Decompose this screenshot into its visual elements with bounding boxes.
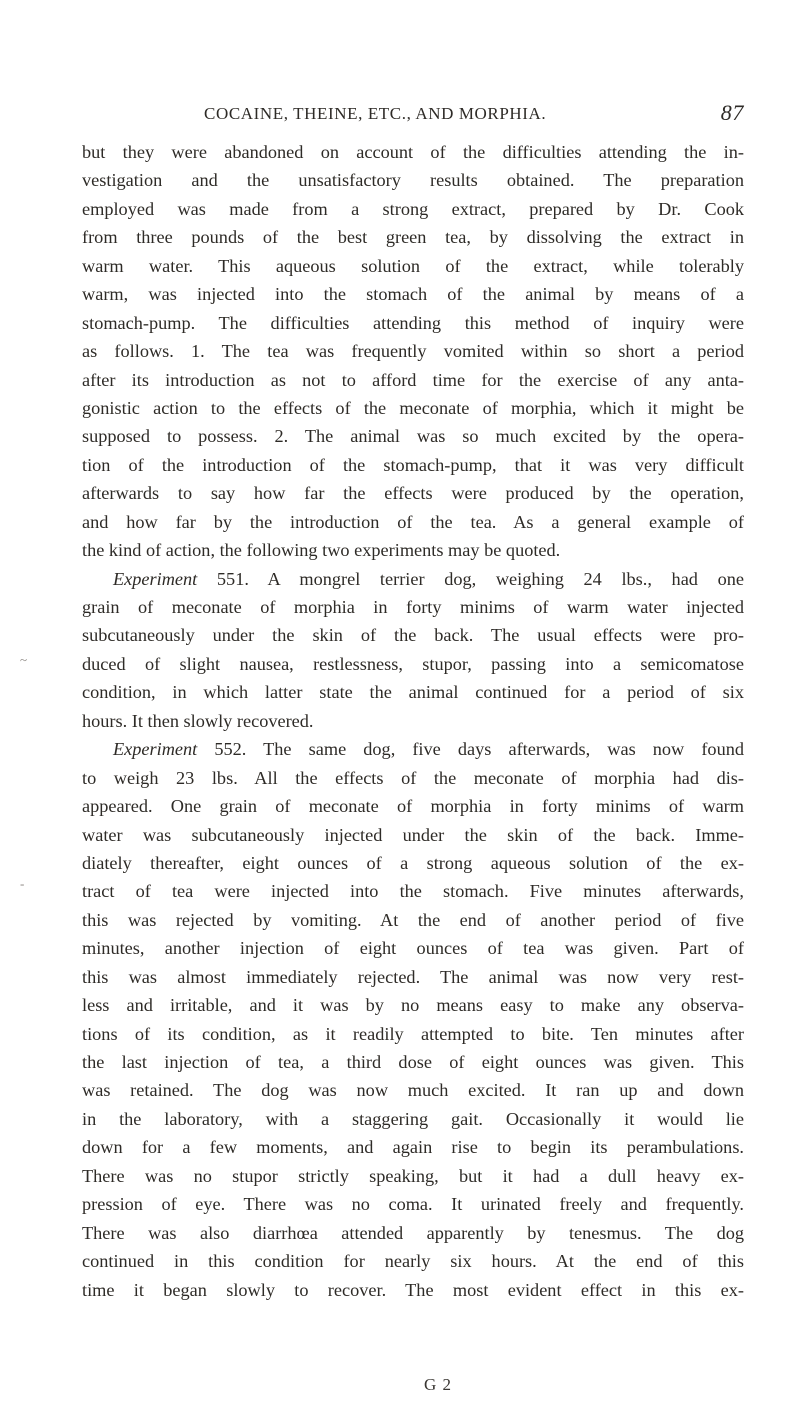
text-line [82, 764, 744, 792]
line-text: tion of the introduction of the stomach-pump, that it was very difficult [82, 454, 744, 475]
text-line [82, 678, 744, 706]
line-text: after its introduction as not to afford time for the exercise of any anta- [82, 369, 744, 390]
signature-mark: G 2 [424, 1375, 453, 1394]
line-text: but they were abandoned on account of the difficulties attending the in- [82, 142, 744, 162]
text-line [82, 593, 744, 621]
text-line [82, 508, 744, 536]
text-line [82, 565, 744, 593]
line-text: stomach-pump. The difficulties attending this method of inquiry were [82, 312, 744, 333]
text-line [82, 138, 744, 166]
text-line [82, 451, 744, 479]
body-text [82, 138, 744, 1304]
line-text: employed was made from a strong extract, prepared by Dr. Cook [82, 198, 744, 219]
line-text: appeared. One grain of meconate of morphia in forty minims of warm [82, 796, 744, 817]
text-line [82, 707, 744, 735]
line-text: time it began slowly to recover. The most evident effect in this ex- [82, 1279, 744, 1300]
page-number: 87 [720, 100, 744, 125]
line-text: less and irritable, and it was by no means easy to make any observa- [82, 995, 744, 1016]
line-text: in the laboratory, with a staggering gait. Occasionally it would lie [82, 1108, 744, 1129]
line-text: down for a few moments, and again rise to begin its perambulations. [82, 1137, 744, 1158]
line-text: the kind of action, the following two experiments may be quoted. [82, 540, 561, 561]
text-line [82, 963, 744, 991]
line-text: duced of slight nausea, restlessness, stupor, passing into a semicomatose [82, 653, 744, 674]
line-text: hours. It then slowly recovered. [82, 710, 314, 731]
text-line [82, 991, 744, 1019]
text-line [82, 223, 744, 251]
text-line [82, 1020, 744, 1048]
text-line [82, 1076, 744, 1104]
text-line [82, 337, 744, 365]
line-text: afterwards to say how far the effects were produced by the operation, [82, 483, 744, 504]
line-text: this was rejected by vomiting. At the end of another period of five [82, 909, 744, 930]
text-line [82, 621, 744, 649]
line-text: There was no stupor strictly speaking, but it had a dull heavy ex- [82, 1165, 744, 1186]
line-text: warm water. This aqueous solution of the extract, while tolerably [82, 255, 744, 276]
text-line [82, 1133, 744, 1161]
line-text: to weigh 23 lbs. All the effects of the meconate of morphia had dis- [82, 767, 744, 788]
line-text: tions of its condition, as it readily attempted to bite. Ten minutes after [82, 1023, 744, 1044]
line-text: pression of eye. There was no coma. It urinated freely and frequently. [82, 1194, 744, 1215]
text-line [82, 366, 744, 394]
text-line [82, 1247, 744, 1275]
text-line [82, 821, 744, 849]
line-text: 552. The same dog, five days afterwards, was now found [214, 739, 744, 760]
text-line [82, 479, 744, 507]
line-text: grain of meconate of morphia in forty minims of warm water injected [82, 597, 744, 617]
text-line [82, 1190, 744, 1218]
line-text: water was subcutaneously injected under the skin of the back. Imme- [82, 824, 744, 845]
text-line [82, 906, 744, 934]
line-text: tract of tea were injected into the stomach. Five minutes afterwards, [82, 881, 744, 902]
experiment-label: Experiment [113, 739, 198, 760]
margin-mark: - [20, 876, 25, 891]
text-line [82, 1048, 744, 1076]
text-line [82, 1105, 744, 1133]
line-text: the last injection of tea, a third dose of eight ounces was given. This [82, 1052, 744, 1072]
text-line [82, 1276, 744, 1304]
line-text: diately thereafter, eight ounces of a strong aqueous solution of the ex- [82, 852, 744, 873]
line-text: supposed to possess. 2. The animal was so much excited by the opera- [82, 426, 744, 447]
line-text: this was almost immediately rejected. The animal was now very rest- [82, 966, 744, 987]
text-line [82, 849, 744, 877]
text-line [82, 195, 744, 223]
text-line [82, 166, 744, 194]
text-line [82, 309, 744, 337]
line-text: 551. A mongrel terrier dog, weighing 24 lbs., had one [216, 568, 744, 589]
text-line [82, 877, 744, 905]
running-title: COCAINE, THEINE, ETC., AND MORPHIA. [204, 104, 547, 123]
line-text: warm, was injected into the stomach of the animal by means of a [82, 284, 744, 305]
running-head [82, 100, 744, 130]
line-text: vestigation and the unsatisfactory results obtained. The preparation [82, 170, 744, 191]
line-text: gonistic action to the effects of the meconate of morphia, which it might be [82, 397, 744, 418]
experiment-label: Experiment [113, 568, 198, 589]
line-text: condition, in which latter state the animal continued for a period of six [82, 682, 744, 703]
line-text: was retained. The dog was now much excited. It ran up and down [82, 1080, 744, 1101]
line-text: as follows. 1. The tea was frequently vomited within so short a period [82, 341, 744, 362]
text-line [82, 735, 744, 763]
text-line [82, 394, 744, 422]
text-line [82, 536, 744, 564]
text-line [82, 1219, 744, 1247]
text-line [82, 792, 744, 820]
line-text: subcutaneously under the skin of the back. The usual effects were pro- [82, 625, 744, 646]
line-text: There was also diarrhœa attended apparently by tenesmus. The dog [82, 1222, 744, 1243]
line-text: minutes, another injection of eight ounces of tea was given. Part of [82, 938, 744, 959]
text-line [82, 1162, 744, 1190]
text-line [82, 422, 744, 450]
text-line [82, 650, 744, 678]
margin-mark: ~ [20, 652, 28, 667]
line-text: from three pounds of the best green tea, by dissolving the extract in [82, 227, 744, 248]
text-line [82, 280, 744, 308]
line-text: continued in this condition for nearly six hours. At the end of this [82, 1251, 744, 1272]
text-line [82, 252, 744, 280]
text-line [82, 934, 744, 962]
line-text: and how far by the introduction of the tea. As a general example of [82, 511, 744, 532]
